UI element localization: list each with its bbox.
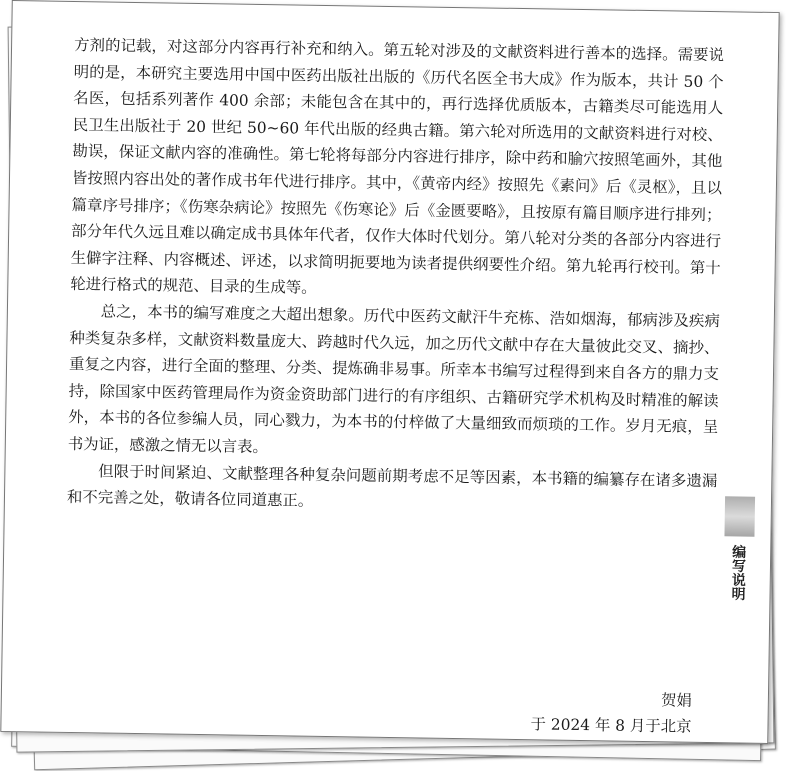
signature-block xyxy=(530,685,692,740)
body-text xyxy=(67,32,724,521)
paragraph-2: 总之，本书的编写难度之大超出想象。历代中医药文献汗牛充栋、浩如烟海，郁病涉及疾病种类复杂多样，文献资料数量庞大、跨越时代久远，加之历代文献中存在大量彼此交叉、摘抄、重复之内容，进行全面的整理、分类、提炼确非易事。所幸本书编写过程得到来自各方的鼎力支持，除国家中医药管理局作为资金资助部门进行的有序组织、古籍研究学术机构及时精准的解读外，本书的各位参编人员，同心戮力，为本书的付梓做了大量细致而烦琐的工作。岁月无痕，呈书为证，感激之情无以言表。 xyxy=(67,302,720,456)
section-tab xyxy=(722,496,771,717)
section-tab-label: 编写说明 xyxy=(729,544,747,601)
tab-marker xyxy=(724,496,755,536)
paragraph-3: 但限于时间紧迫、文献整理各种复杂问题前期考虑不足等因素，本书籍的编纂存在诸多遗漏和不完善之处，敬请各位同道惠正。 xyxy=(66,461,718,510)
author-date: 于 2024 年 8 月于北京 xyxy=(530,715,692,736)
paragraph-1: 方剂的记载，对这部分内容再行补充和纳入。第五轮对涉及的文献资料进行善本的选择。需要说明的是，本研究主要选用中国中医药出版社出版的《历代名医全书大成》作为版本，共计 50 个名医，包括系列著作 400 余部；未能包含在其中的，再行选择优质版本，古籍类尽可能选用人民卫生出版社于 20 世纪 50~60 年代出版的经典古籍。第六轮对所选用的文献资料进行对校、勘误，保证文献内容的准确性。第七轮将每部分内容进行排序，除中药和腧穴按照笔画外，其他皆按照内容出处的著作成书年代进行排序。其中，《黄帝内经》按照先《素问》后《灵枢》，且以篇章序号排序；《伤寒杂病论》按照先《伤寒论》后《金匮要略》，且按原有篇目顺序进行排列；部分年代久远且难以确定成书具体年代者，仅作大体时代划分。第八轮对分类的各部分内容进行生僻字注释、内容概述、评述，以求简明扼要地为读者提供纲要性介绍。第九轮再行校刊。第十轮进行格式的规范、目录的生成等。 xyxy=(70,35,725,298)
author-name: 贺娟 xyxy=(660,691,693,710)
